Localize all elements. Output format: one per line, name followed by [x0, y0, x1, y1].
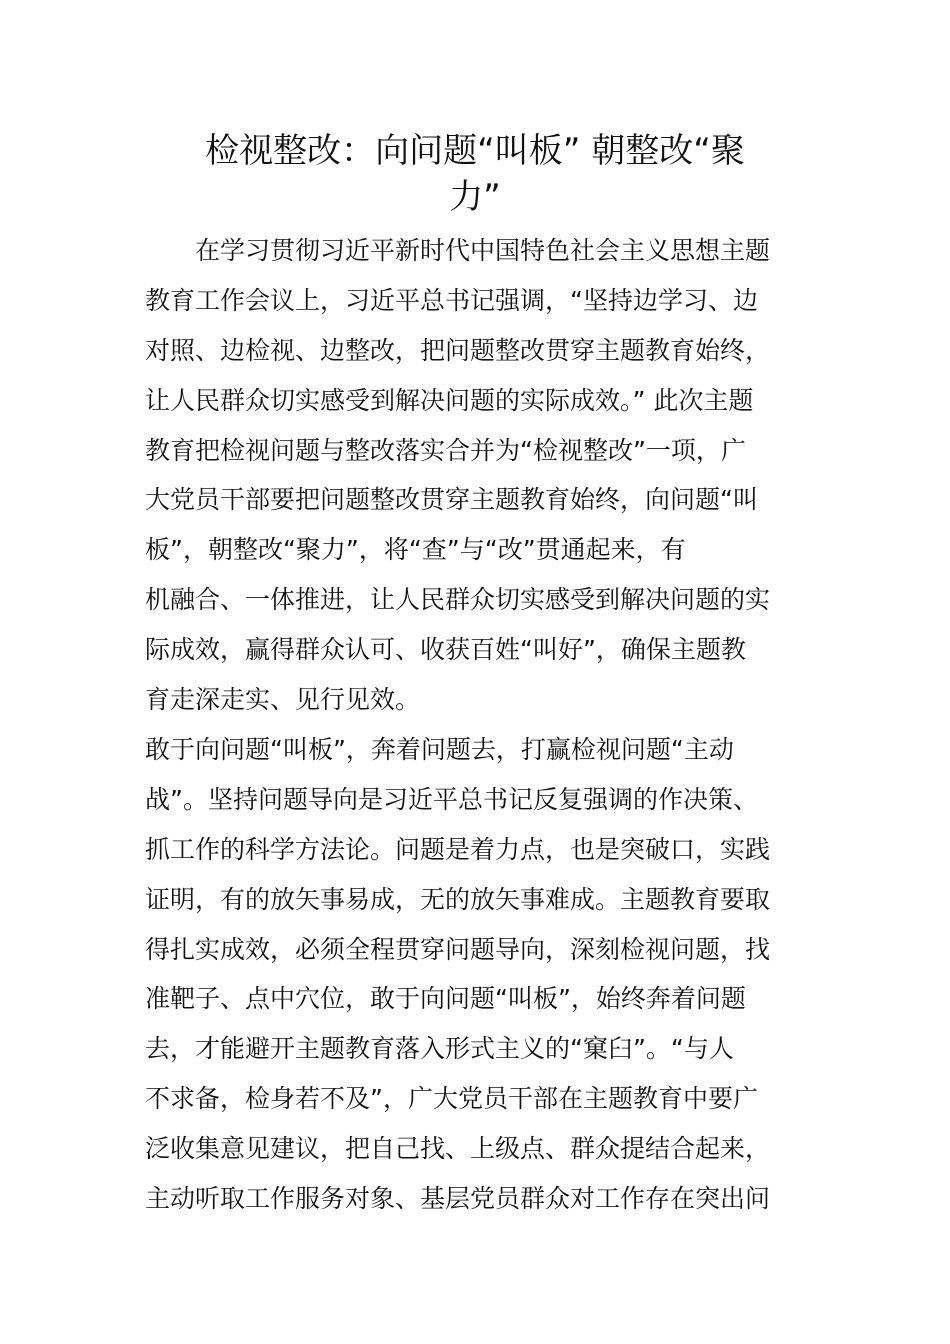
text-line: 大党员干部要把问题整改贯穿主题教育始终，向问题“叫 [145, 485, 758, 515]
text-line: 让人民群众切实感受到解决问题的实际成效。” 此次主题 [145, 385, 754, 415]
text-line: 在学习贯彻习近平新时代中国特色社会主义思想主题 [145, 236, 771, 265]
text-line: 证明，有的放矢事易成，无的放矢事难成。主题教育要取 [145, 884, 771, 914]
title-line: 力” [449, 177, 501, 217]
text-line: 板”，朝整改“聚力”，将“查”与“改”贯通起来，有 [145, 535, 686, 565]
text-line: 去，才能避开主题教育落入形式主义的“窠臼”。“与人 [145, 1034, 734, 1064]
text-line: 敢于向问题“叫板”，奔着问题去，打赢检视问题“主动 [145, 735, 734, 764]
paragraph-2 [145, 725, 807, 1224]
text-line: 准靶子、点中穴位，敢于向问题“叫板”，始终奔着问题 [145, 984, 746, 1014]
text-line: 得扎实成效，必须全程贯穿问题导向，深刻检视问题，找 [145, 934, 771, 964]
text-line: 抓工作的科学方法论。问题是着力点，也是突破口，实践 [145, 834, 771, 864]
document-title [150, 128, 800, 220]
text-line: 际成效，赢得群众认可、收获百姓“叫好”，确保主题教 [145, 635, 746, 665]
text-line: 教育把检视问题与整改落实合并为“检视整改”一项，广 [145, 435, 746, 465]
text-line: 泛收集意见建议，把自己找、上级点、群众提结合起来， [145, 1134, 771, 1164]
title-line: 检视整改：向问题“叫板” 朝整改“聚 [205, 131, 745, 171]
paragraph-1 [145, 226, 807, 725]
text-line: 主动听取工作服务对象、基层党员群众对工作存在突出问 [145, 1184, 771, 1214]
text-line: 教育工作会议上，习近平总书记强调，“坚持边学习、边 [145, 285, 758, 315]
text-line: 战”。坚持问题导向是习近平总书记反复强调的作决策、 [145, 784, 758, 814]
text-line: 对照、边检视、边整改，把问题整改贯穿主题教育始终， [145, 335, 771, 365]
text-line: 不求备，检身若不及”，广大党员干部在主题教育中要广 [145, 1084, 758, 1114]
text-line: 机融合、一体推进，让人民群众切实感受到解决问题的实 [145, 585, 771, 615]
text-line: 育走深走实、见行见效。 [145, 685, 421, 715]
